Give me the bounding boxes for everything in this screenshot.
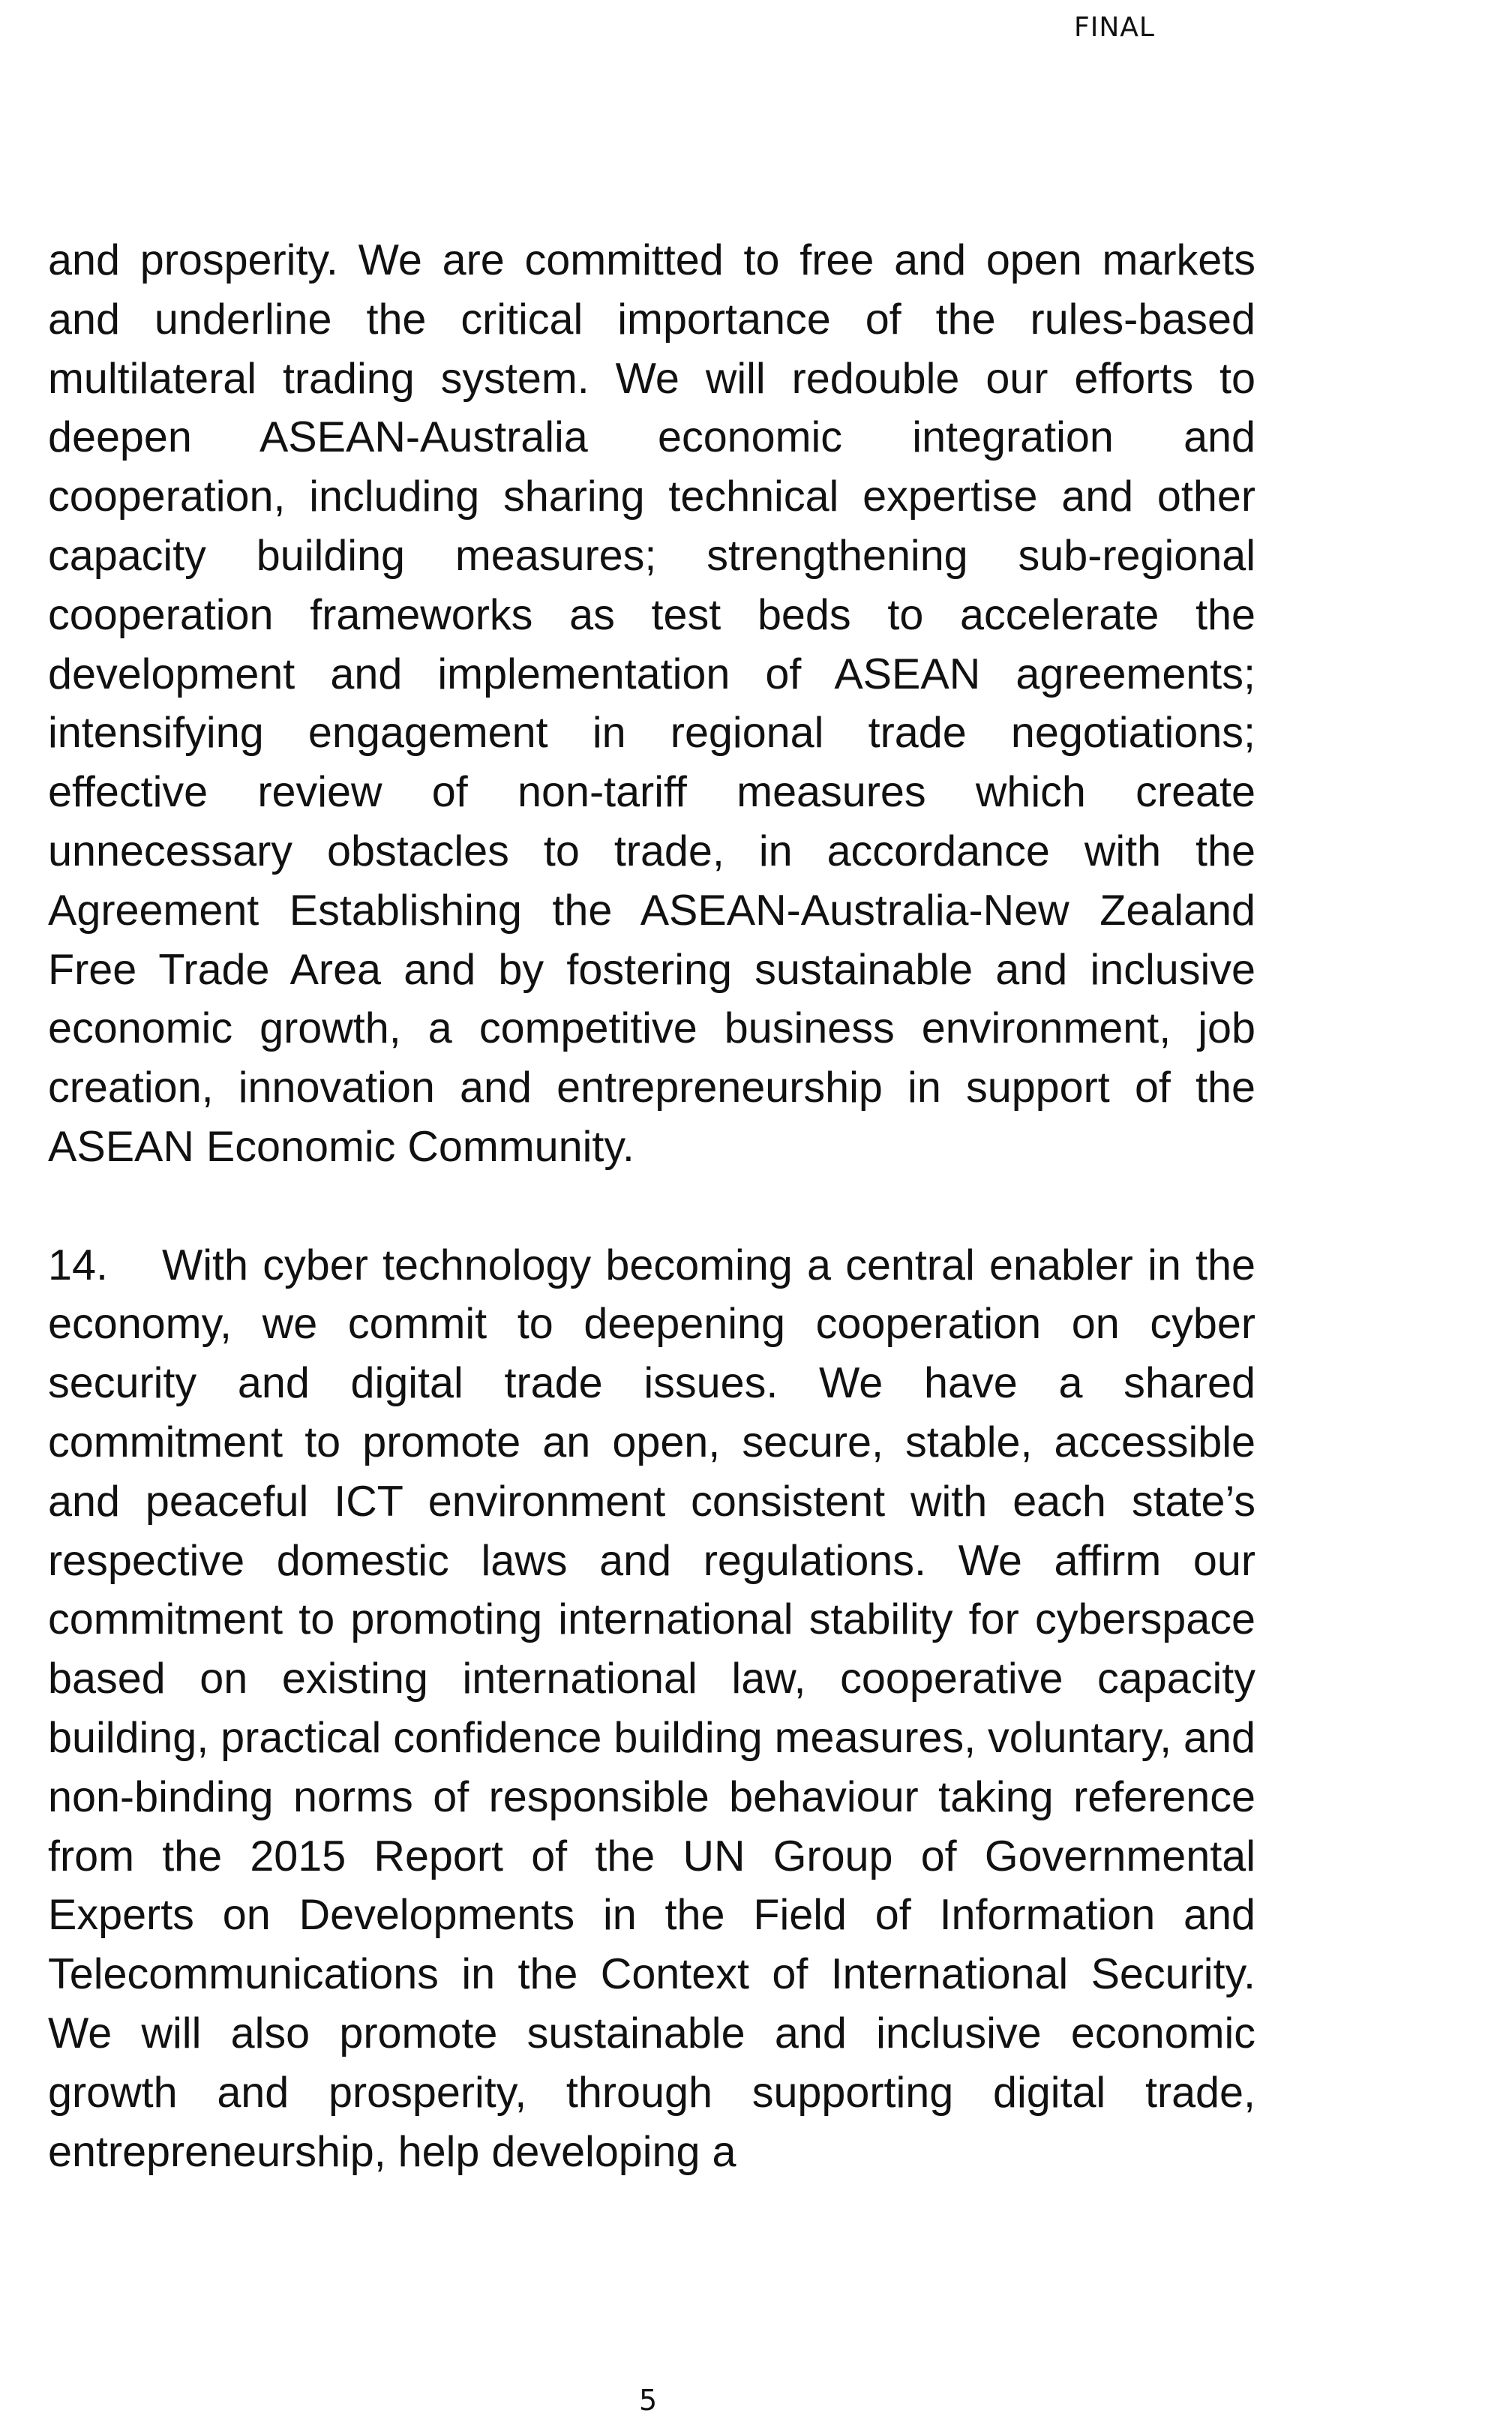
paragraph-number: 14.	[48, 1241, 108, 1289]
document-body	[48, 231, 1256, 2181]
paragraph-text: and prosperity. We are committed to free and open markets and underline the critical importance of the rules-based multilateral trading system. We will redouble our efforts to deepen ASEAN-Australia economic integration and cooperation, including sharing technical expertise and other capacity building measures; strengthening sub-regional cooperation frameworks as test beds to accelerate the development and implementation of ASEAN agreements; intensifying engagement in regional trade negotiations; effective review of non-tariff measures which create unnecessary obstacles to trade, in accordance with the Agreement Establishing the ASEAN-Australia-New Zealand Free Trade Area and by fostering sustainable and inclusive economic growth, a competitive business environment, job creation, innovation and entrepreneurship in support of the ASEAN Economic Community.	[48, 236, 1256, 1171]
paragraph-text: With cyber technology becoming a central enabler in the economy, we commit to deepening cooperation on cyber security and digital trade issues. We have a shared commitment to promote an open, secure, stable, accessible and peaceful ICT environment consistent with each state’s respective domestic laws and regulations. We affirm our commitment to promoting international stability for cyberspace based on existing international law, cooperative capacity building, practical confidence building measures, voluntary, and non-binding norms of responsible behaviour taking reference from the 2015 Report of the UN Group of Governmental Experts on Developments in the Field of Information and Telecommunications in the Context of International Security. We will also promote sustainable and inclusive economic growth and prosperity, through supporting digital trade, entrepreneurship, help developing a	[48, 1241, 1256, 2176]
paragraph-14	[48, 1236, 1256, 2182]
paragraph-continuation	[48, 231, 1256, 1177]
page-number: 5	[639, 2384, 658, 2417]
document-status-label: FINAL	[1074, 12, 1155, 43]
